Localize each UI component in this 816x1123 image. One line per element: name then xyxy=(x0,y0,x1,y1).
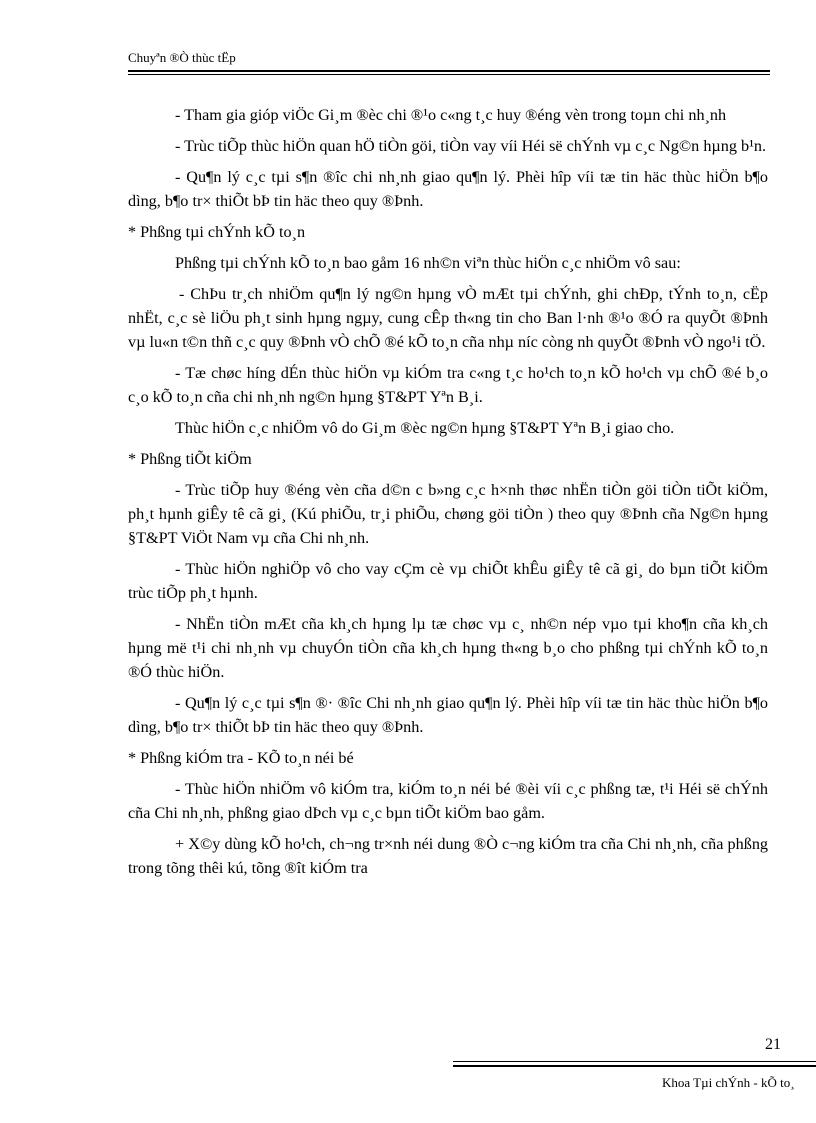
paragraph: - Qu¶n lý c¸c tµi s¶n ®îc chi nh¸nh giao qu¶n lý. Phèi hîp víi tæ tin häc thùc hiÖn b¶o dìng, b¶o tr× thiÕt bÞ tin häc theo quy ®Þnh. xyxy=(128,168,768,210)
header-rule-thick xyxy=(128,70,770,72)
paragraph: - ChÞu tr¸ch nhiÖm qu¶n lý ng©n hµng vÒ mÆt tµi chÝnh, ghi chÐp, tÝnh to¸n, cËp nhËt, c¸c sè liÖu ph¸t sinh hµng ngµy, cung cÊp th«ng tin cho Ban l·nh ®¹o ®Ó ra quyÕt ®Þnh vµ lu«n t©n thñ c¸c quy ®Þnh vÒ chÕ ®é kÕ to¸n cña nhµ níc còng nh quyÕt ®Þnh vÒ ngo¹i tÖ. xyxy=(128,285,768,351)
paragraph: Thùc hiÖn c¸c nhiÖm vô do Gi¸m ®èc ng©n hµng §T&PT Yªn B¸i giao cho. xyxy=(175,419,675,437)
paragraph: - Thùc hiÖn nghiÖp vô cho vay cÇm cè vµ chiÕt khÊu giÊy tê cã gi¸ do bµn tiÕt kiÖm trùc tiÕp ph¸t hµnh. xyxy=(128,560,768,602)
page-number: 21 xyxy=(765,1036,781,1053)
document-body xyxy=(128,103,768,887)
page-header-title: Chuyªn ®Ò thùc tËp xyxy=(128,50,236,65)
paragraph: - Tham gia gióp viÖc Gi¸m ®èc chi ®¹o c«ng t¸c huy ®éng vèn trong toµn chi nh¸nh xyxy=(175,106,727,124)
section-heading: * Phßng tiÕt kiÖm xyxy=(128,450,252,468)
paragraph: - Thùc hiÖn nhiÖm vô kiÓm tra, kiÓm to¸n néi bé ®èi víi c¸c phßng tæ, t¹i Héi së chÝnh cña Chi nh¸nh, phßng giao dÞch vµ c¸c bµn tiÕt kiÖm bao gåm. xyxy=(128,780,768,822)
section-heading: * Phßng tµi chÝnh kÕ to¸n xyxy=(128,223,306,241)
footer-rule-thin xyxy=(453,1061,816,1062)
paragraph: - Qu¶n lý c¸c tµi s¶n ®· ®îc Chi nh¸nh giao qu¶n lý. Phèi hîp víi tæ tin häc thùc hiÖn b¶o dìng, b¶o tr× thiÕt bÞ tin häc theo quy ®Þnh. xyxy=(128,694,768,736)
paragraph: - NhËn tiÒn mÆt cña kh¸ch hµng lµ tæ chøc vµ c¸ nh©n nép vµo tµi kho¶n cña kh¸ch hµng më t¹i chi nh¸nh vµ chuyÓn tiÒn cña kh¸ch hµng th«ng b¸o cho phßng tµi chÝnh kÕ to¸n ®Ó thùc hiÖn. xyxy=(128,615,768,681)
paragraph: Phßng tµi chÝnh kÕ to¸n bao gåm 16 nh©n viªn thùc hiÖn c¸c nhiÖm vô sau: xyxy=(175,254,681,272)
paragraph: + X©y dùng kÕ ho¹ch, ch¬ng tr×nh néi dung ®Ò c¬ng kiÓm tra cña Chi nh¸nh, cña phßng trong tõng thêi kú, tõng ®ît kiÓm tra xyxy=(128,835,768,877)
header-rule-thin xyxy=(128,74,770,75)
footer-text: Khoa Tµi chÝnh - kÕ to¸ xyxy=(662,1075,795,1090)
footer-rule-thick xyxy=(453,1065,816,1067)
paragraph: - Trùc tiÕp thùc hiÖn quan hÖ tiÒn göi, tiÒn vay víi Héi së chÝnh vµ c¸c Ng©n hµng b¹n. xyxy=(175,137,767,155)
paragraph: - Trùc tiÕp huy ®éng vèn cña d©n c b»ng c¸c h×nh thøc nhËn tiÒn göi tiÒn tiÕt kiÖm, ph¸t hµnh giÊy tê cã gi¸ (Kú phiÕu, tr¸i phiÕu, chøng göi tiÒn ) theo quy ®Þnh cña Ng©n hµng §T&PT ViÖt Nam vµ cña Chi nh¸nh. xyxy=(128,481,768,547)
paragraph: - Tæ chøc híng dÉn thùc hiÖn vµ kiÓm tra c«ng t¸c ho¹ch to¸n kÕ ho¹ch vµ chÕ ®é b¸o c¸o kÕ to¸n cña chi nh¸nh ng©n hµng §T&PT Yªn B¸i. xyxy=(128,364,768,406)
section-heading: * Phßng kiÓm tra - KÕ to¸n néi bé xyxy=(128,749,354,767)
